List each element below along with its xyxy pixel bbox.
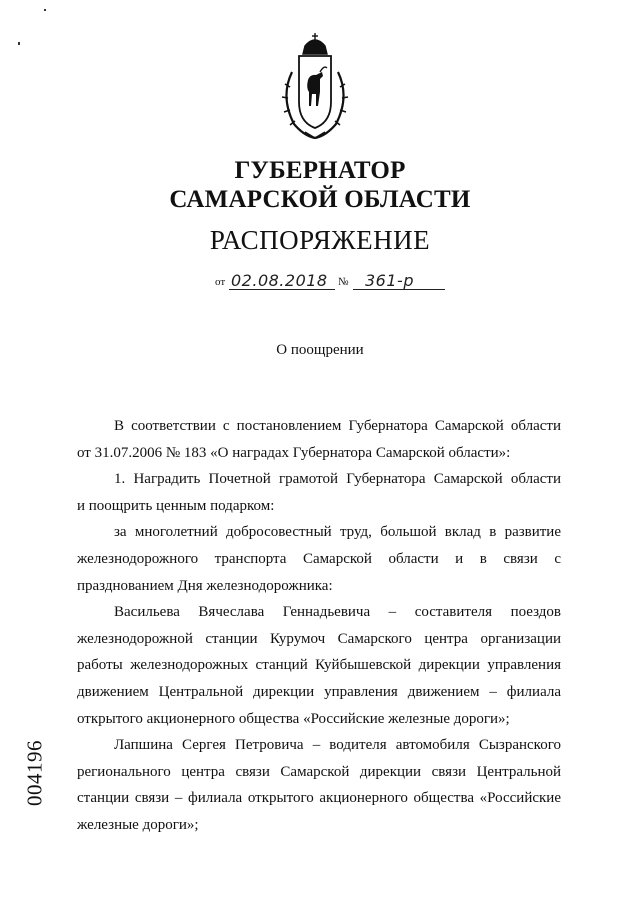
paragraph-3 <box>77 519 561 599</box>
registration-stamp <box>20 738 50 808</box>
body-line: 1. Наградить Почетной грамотой Губернатора Самарской области <box>114 471 561 488</box>
body-line: регионального центра связи Самарской дирекции связи Центральной <box>77 763 561 780</box>
stamp-number: 004196 <box>22 740 47 806</box>
date-value: 02.08.2018 <box>231 271 328 290</box>
date-underline <box>229 289 335 290</box>
document-subject: О поощрении <box>276 342 364 358</box>
body-line: железные дороги»; <box>77 816 199 833</box>
body-line: Васильева Вячеслава Геннадьевича – составителя поездов <box>114 604 561 621</box>
body-line: Лапшина Сергея Петровича – водителя автомобиля Сызранского <box>114 737 561 754</box>
number-value: 361-р <box>365 271 414 290</box>
body-line: работы железнодорожных станций Куйбышевской дирекции управления <box>77 657 561 674</box>
body-line: движением Центральной дирекции управления движением – филиала <box>77 683 561 700</box>
body-line: за многолетний добросовестный труд, большой вклад в развитие <box>114 524 561 541</box>
scan-speck <box>18 42 20 45</box>
coat-of-arms-icon <box>272 32 358 144</box>
body-line: празднованием Дня железнодорожника: <box>77 577 333 594</box>
authority-title-line1: ГУБЕРНАТОР <box>234 157 406 184</box>
scan-speck <box>44 9 46 11</box>
body-line: от 31.07.2006 № 183 «О наградах Губернатора Самарской области»: <box>77 444 511 461</box>
document-body <box>77 413 561 839</box>
date-number-row <box>215 268 455 294</box>
paragraph-4 <box>77 599 561 732</box>
paragraph-2 <box>77 466 561 519</box>
authority-title-line2: САМАРСКОЙ ОБЛАСТИ <box>169 186 471 213</box>
document-type: РАСПОРЯЖЕНИЕ <box>209 225 431 255</box>
body-line: и поощрить ценным подарком: <box>77 497 275 514</box>
number-label: № <box>338 276 349 288</box>
paragraph-5 <box>77 732 561 838</box>
body-line: станции связи – филиала открытого акционерного общества «Российские <box>77 790 561 807</box>
body-line: В соответствии с постановлением Губернатора Самарской области <box>114 418 561 434</box>
date-label: от <box>215 276 226 288</box>
body-line: железнодорожной станции Курумоч Самарского центра организации <box>77 630 561 647</box>
paragraph-1 <box>77 413 561 466</box>
body-line: железнодорожного транспорта Самарской области и в связи с <box>77 550 561 567</box>
number-underline <box>353 289 445 290</box>
body-line: открытого акционерного общества «Российские железные дороги»; <box>77 710 510 727</box>
